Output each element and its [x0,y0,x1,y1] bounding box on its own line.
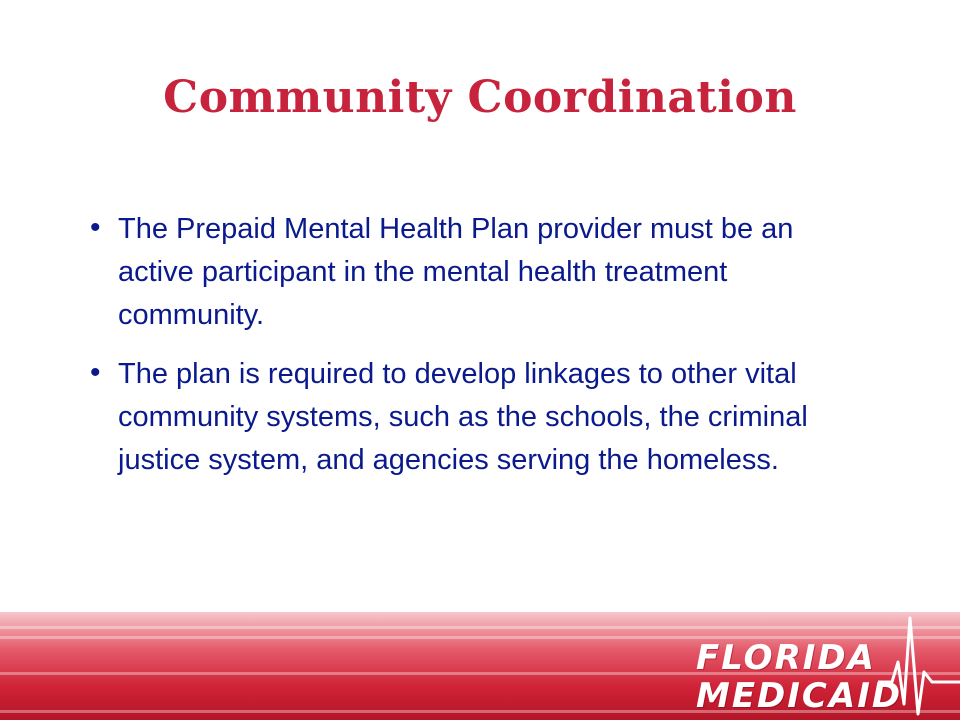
footer-band [0,612,960,720]
bullet-text: The Prepaid Mental Health Plan provider must be an active participant in the mental health treatment community. [118,213,794,331]
bullet-list [88,208,848,498]
bullet-text: The plan is required to develop linkages to other vital community systems, such as the schools, the criminal justice system, and agencies serving the homeless. [118,358,808,476]
bullet-icon: • [90,356,101,389]
slide-title: Community Coordination [163,72,797,123]
bullet-item [88,208,848,337]
bullet-icon: • [90,211,101,244]
logo-line-medicaid: MEDICAID [696,676,903,716]
bullet-item [88,353,848,482]
heartbeat-icon [878,612,960,720]
logo-line-florida: FLORIDA [696,638,876,678]
